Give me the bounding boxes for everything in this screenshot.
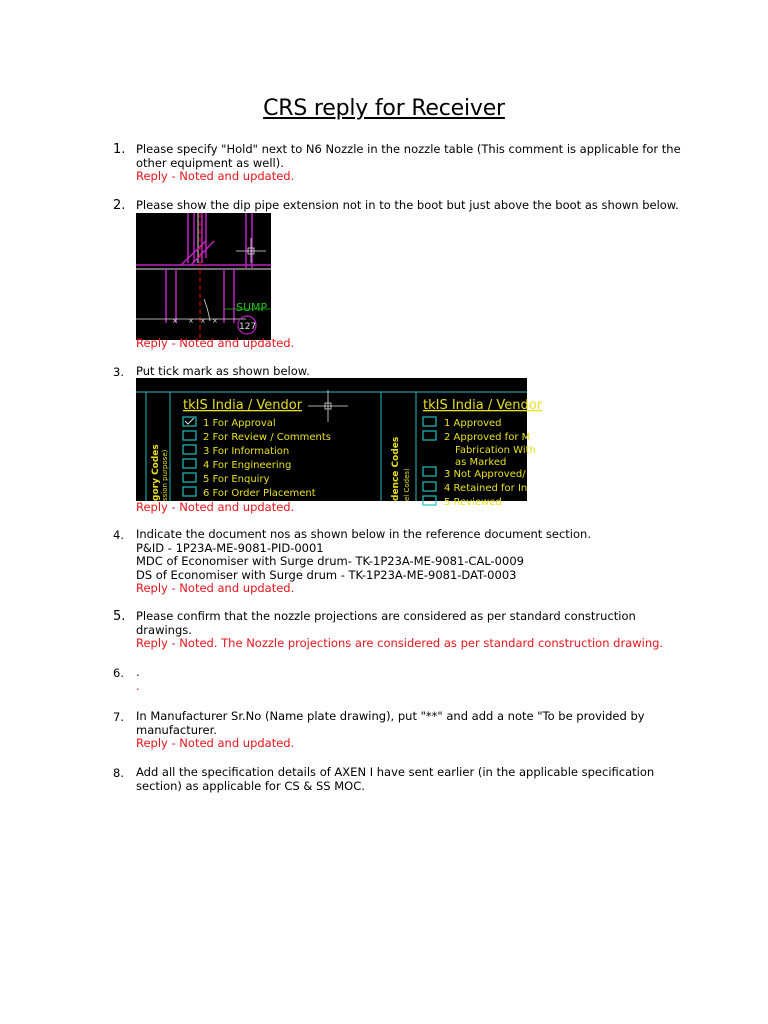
item-reply: Reply - Noted and updated. [136,500,295,514]
item-text: Add all the specification details of AXEN I have sent earlier (in the applicable specification [136,765,655,779]
item-reply: Reply - Noted and updated. [136,736,295,751]
right-option: as Marked [455,457,507,468]
right-option: Fabrication With [455,445,536,456]
right-side-label: dence Codes [391,436,401,501]
left-option: 3 For Information [203,446,290,457]
right-option: 3 Not Approved/ [444,469,526,480]
item-text: section) as applicable for CS & SS MOC. [136,778,365,793]
sump-label: SUMP [236,301,268,314]
item-body [136,528,696,596]
item-reply: Reply - Noted. The Nozzle projections are considered as per standard construction drawing. [136,636,664,651]
item-body [136,610,696,651]
item-body [136,766,696,793]
left-side-sub: ssion purpose) [161,449,169,501]
sump-number: 127 [239,322,257,332]
svg-text:×: × [212,317,218,325]
item-text: In Manufacturer Sr.No (Name plate drawing), put "**" and add a note "To be provided by [136,709,645,723]
item-number: 6. [113,666,124,680]
item-body [136,199,696,213]
item-body [136,666,696,693]
item-text: Please specify "Hold" next to N6 Nozzle in the nozzle table (This comment is applicable for the [136,142,681,156]
item-text: drawings. [136,622,192,637]
item-text: Put tick mark as shown below. [136,364,310,378]
item-text: P&ID - 1P23A-ME-9081-PID-0001 [136,540,324,555]
item-number: 4. [113,528,124,542]
item-body [136,143,696,184]
item-reply: Reply - Noted and updated. [136,581,295,596]
left-side-label: gory Codes [151,444,161,501]
dip-pipe-cad-image [136,213,271,340]
right-side-sub: el Codes) [403,468,411,501]
svg-text:×: × [200,317,206,325]
item-body [136,365,696,379]
item-number: 1. [113,142,126,157]
item-number: 8. [113,766,124,780]
item-text: MDC of Economiser with Surge drum- TK-1P23A-ME-9081-CAL-0009 [136,554,524,569]
page-title: CRS reply for Receiver [263,96,505,121]
left-option: 2 For Review / Comments [203,432,331,443]
tick-icon [185,418,194,424]
item-reply: Reply - Noted and updated. [136,169,295,184]
left-checkboxes [183,417,196,496]
item-number: 2. [113,198,126,213]
item-text: . [136,665,140,679]
left-option: 6 For Order Placement [203,488,316,499]
item-reply: Reply - Noted and updated. [136,336,295,350]
left-option: 4 For Engineering [203,460,292,471]
item-text: DS of Economiser with Surge drum - TK-1P23A-ME-9081-DAT-0003 [136,567,517,582]
right-option: 1 Approved [444,418,502,429]
right-option: 2 Approved for M [444,432,531,443]
right-header: tkIS India / Vendor [423,398,543,413]
left-header: tkIS India / Vendor [183,398,303,413]
right-option: 5 Reviewed [444,497,502,508]
item-text: Please confirm that the nozzle projections are considered as per standard construction [136,609,636,623]
item-number: 3. [113,365,124,379]
right-checkboxes [423,417,436,505]
item-text: other equipment as well). [136,155,284,170]
left-option: 5 For Enquiry [203,474,270,485]
svg-text:×: × [172,317,178,325]
item-number: 5. [113,609,126,624]
item-text: Indicate the document nos as shown below in the reference document section. [136,527,591,541]
item-reply: . [136,678,140,693]
right-option: 4 Retained for In [444,483,528,494]
dip-pipe-drawing [136,213,271,340]
svg-text:×: × [188,317,194,325]
item-text: manufacturer. [136,722,217,737]
item-number: 7. [113,710,124,724]
item-body [136,710,696,751]
left-option: 1 For Approval [203,418,276,429]
item-text: Please show the dip pipe extension not in to the boot but just above the boot as shown below. [136,198,679,212]
